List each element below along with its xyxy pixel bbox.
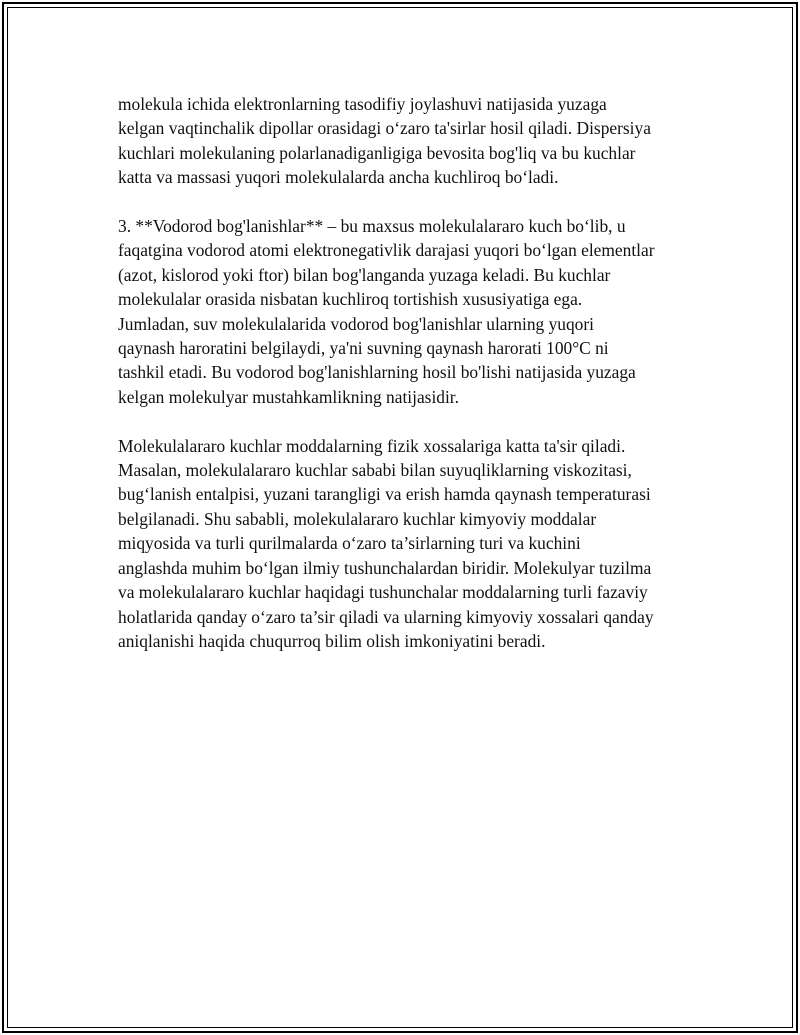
paragraph-physical-properties [118, 434, 698, 654]
text-line: bug‘lanish entalpisi, yuzani tarangligi va erish hamda qaynash temperaturasi [118, 484, 651, 505]
text-line: anglashda muhim bo‘lgan ilmiy tushunchalardan biridir. Molekulyar tuzilma [118, 557, 652, 578]
text-line: molekulalar orasida nisbatan kuchliroq tortishish xususiyatiga ega. [118, 289, 583, 310]
text-line: (azot, kislorod yoki ftor) bilan bog'langanda yuzaga keladi. Bu kuchlar [118, 264, 611, 285]
paragraph-dispersion-forces [118, 92, 698, 190]
text-line: holatlarida qanday o‘zaro ta’sir qiladi va ularning kimyoviy xossalari qanday [118, 606, 654, 627]
text-line: Jumladan, suv molekulalarida vodorod bog'lanishlar ularning yuqori [118, 313, 594, 334]
document-body [118, 92, 698, 678]
paragraph-hydrogen-bonds [118, 214, 698, 409]
text-line: belgilanadi. Shu sababli, molekulalararo kuchlar kimyoviy moddalar [118, 508, 597, 529]
text-line: qaynash haroratini belgilaydi, ya'ni suvning qaynash harorati 100°C ni [118, 338, 609, 359]
text-line: kelgan molekulyar mustahkamlikning natijasidir. [118, 386, 459, 407]
text-line: tashkil etadi. Bu vodorod bog'lanishlarning hosil bo'lishi natijasida yuzaga [118, 362, 636, 383]
text-line: Masalan, molekulalararo kuchlar sababi bilan suyuqliklarning viskozitasi, [118, 460, 632, 481]
text-line: kuchlari molekulaning polarlanadiganligiga bevosita bog'liq va bu kuchlar [118, 142, 636, 163]
text-line: va molekulalararo kuchlar haqidagi tushunchalar moddalarning turli fazaviy [118, 582, 648, 603]
text-line: Molekulalararo kuchlar moddalarning fizik xossalariga katta ta'sir qiladi. [118, 435, 626, 456]
text-line: aniqlanishi haqida chuqurroq bilim olish imkoniyatini beradi. [118, 630, 546, 651]
text-line: katta va massasi yuqori molekulalarda ancha kuchliroq bo‘ladi. [118, 167, 559, 188]
text-line: faqatgina vodorod atomi elektronegativlik darajasi yuqori bo‘lgan elementlar [118, 240, 655, 261]
text-line: 3. **Vodorod bog'lanishlar** – bu maxsus molekulalararo kuch bo‘lib, u [118, 216, 626, 237]
text-line: kelgan vaqtinchalik dipollar orasidagi o‘zaro ta'sirlar hosil qiladi. Dispersiya [118, 118, 651, 139]
text-line: miqyosida va turli qurilmalarda o‘zaro ta’sirlarning turi va kuchini [118, 533, 581, 554]
text-line: molekula ichida elektronlarning tasodifiy joylashuvi natijasida yuzaga [118, 94, 607, 114]
